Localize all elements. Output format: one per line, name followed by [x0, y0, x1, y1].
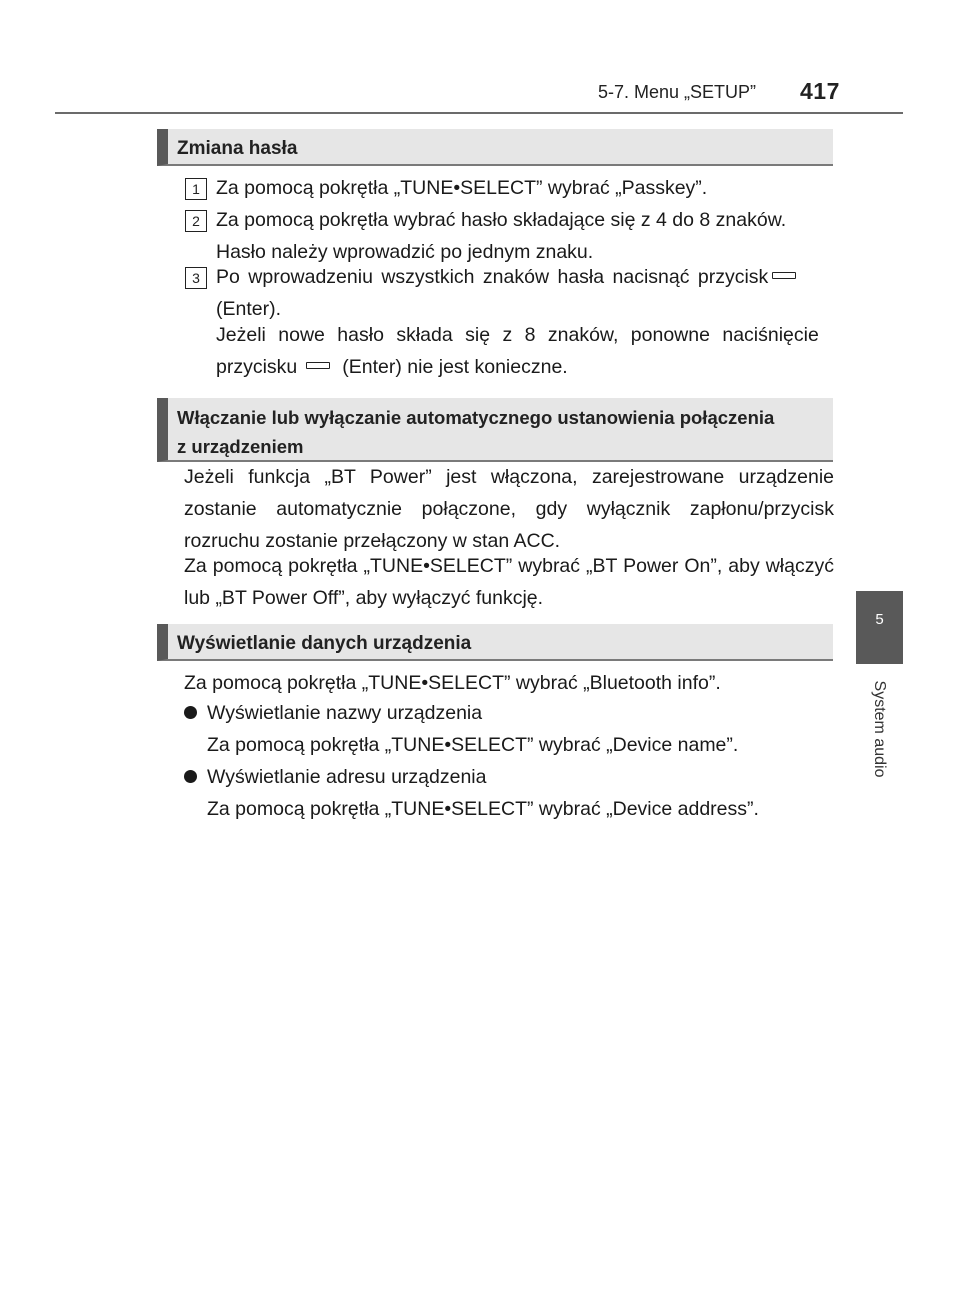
device-info-intro: Za pomocą pokrętła „TUNE•SELECT” wybrać „Bluetooth info”. — [184, 672, 721, 694]
section-heading-text: Wyświetlanie danych urządzenia — [177, 633, 472, 654]
chapter-number: 5 — [875, 611, 884, 628]
bt-power-description: Jeżeli funkcja „BT Power” jest włączona, zarejestrowane urządzenie zostanie automatycznie połączone, gdy wyłącznik zapłonu/przycisk rozruchu zostanie przełączony w stan ACC. — [184, 466, 834, 552]
section-heading-text: Zmiana hasła — [177, 138, 298, 159]
section-heading-line-1: Włączanie lub wyłączanie automatycznego ustanowienia połączenia — [177, 407, 775, 428]
step-3-line-1 — [216, 261, 836, 293]
section-title: 5-7. Menu „SETUP” — [598, 82, 757, 102]
note-line-1: Jeżeli nowe hasło składa się z 8 znaków, ponowne naciśnięcie — [216, 324, 819, 346]
note-line-2 — [216, 351, 836, 383]
step-1-text: Za pomocą pokrętła „TUNE•SELECT” wybrać „Passkey”. — [216, 177, 708, 199]
section-heading-bt-power — [157, 398, 833, 462]
step-3-text: Po wprowadzeniu wszystkich znaków hasła nacisnąć przycisk — [216, 266, 769, 288]
note-text-after: (Enter) nie jest konieczne. — [342, 356, 568, 378]
bullet-icon — [184, 706, 197, 719]
step-number-3: 3 — [185, 267, 207, 289]
step-2-line-2: Hasło należy wprowadzić po jednym znaku. — [216, 241, 594, 263]
enter-button-icon — [772, 272, 796, 279]
section-heading-zmiana-hasla — [157, 129, 833, 166]
device-address-instruction: Za pomocą pokrętła „TUNE•SELECT” wybrać „Device address”. — [207, 798, 759, 820]
device-name-title: Wyświetlanie nazwy urządzenia — [207, 702, 483, 724]
step-number-2: 2 — [185, 210, 207, 232]
device-address-title: Wyświetlanie adresu urządzenia — [207, 766, 487, 788]
section-heading-device-info — [157, 624, 833, 661]
enter-button-icon — [306, 362, 330, 369]
step-number-1: 1 — [185, 178, 207, 200]
page-number: 417 — [800, 78, 840, 104]
bt-power-instruction: Za pomocą pokrętła „TUNE•SELECT” wybrać „BT Power On”, aby włączyć lub „BT Power Off”, aby wyłączyć funkcję. — [184, 555, 834, 609]
step-3-line-2: (Enter). — [216, 298, 282, 320]
step-2-line-1: Za pomocą pokrętła wybrać hasło składające się z 4 do 8 znaków. — [216, 209, 787, 231]
chapter-label: System audio — [871, 680, 888, 778]
section-heading-line-2: z urządzeniem — [177, 436, 304, 457]
bullet-icon — [184, 770, 197, 783]
note-text-before: przycisku — [216, 356, 298, 378]
header-divider — [55, 112, 903, 114]
device-name-instruction: Za pomocą pokrętła „TUNE•SELECT” wybrać „Device name”. — [207, 734, 739, 756]
